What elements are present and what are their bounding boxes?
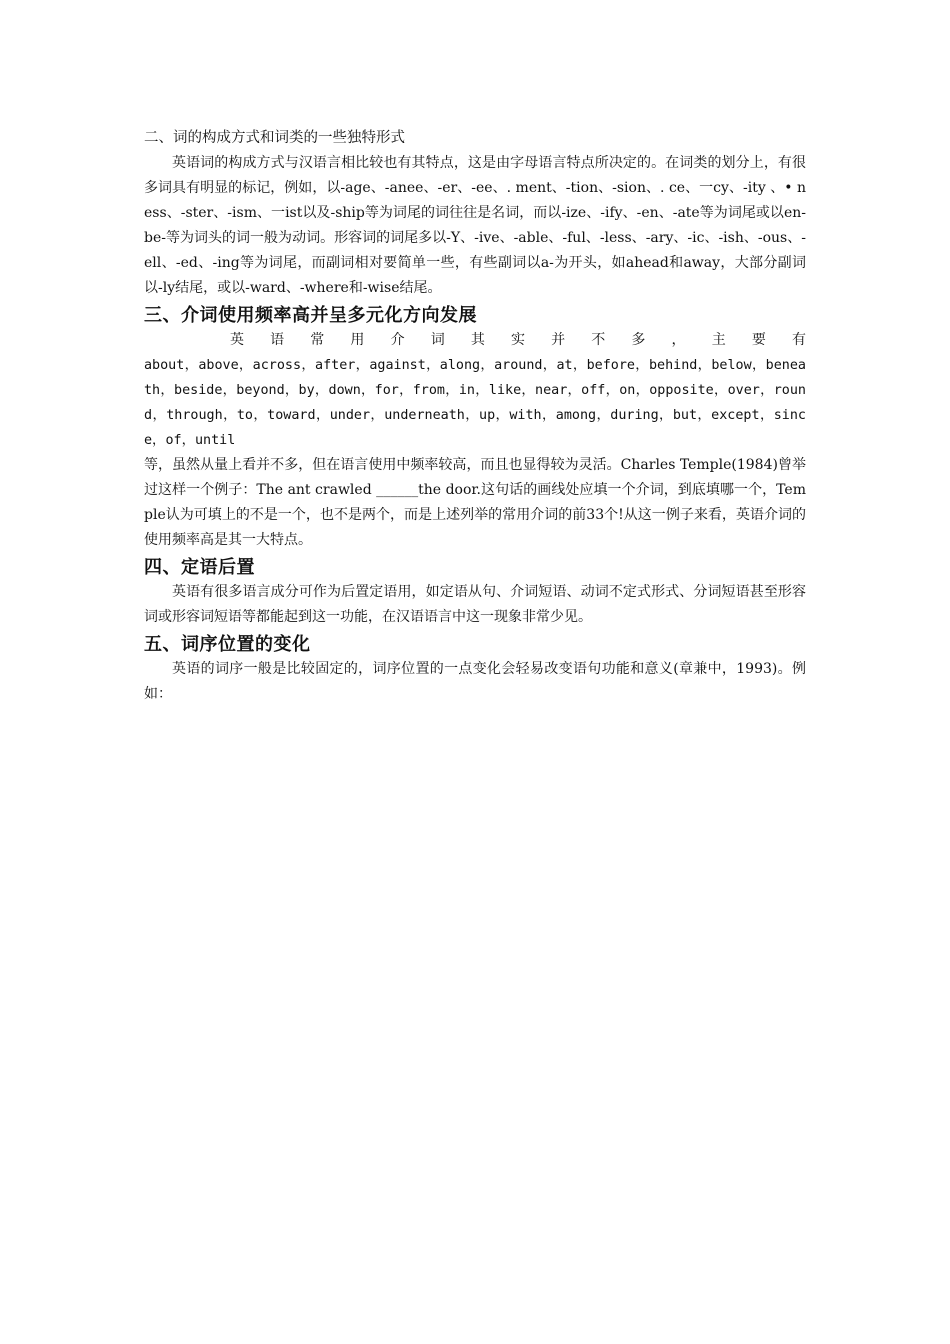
section-3-intro-line [144,328,806,353]
intro-char: 不 [591,332,606,348]
intro-char: 用 [350,332,365,348]
preposition-list: about，above，across，after，against，along，around，at，before，behind，below，beneath，beside，beyond，by，down，for，from，in，like，near，off，on，opposite，over，round，through，to，toward，under，underneath，up，with，among，during，but，except，since，of，until [144,358,806,448]
intro-char: 其 [470,332,485,348]
intro-char: 介 [390,332,405,348]
intro-char: 实 [510,332,525,348]
section-3-paragraph: 等，虽然从量上看并不多，但在语言使用中频率较高，而且也显得较为灵活。Charles Temple(1984)曾举过这样一个例子：The ant crawled ______the door.这句话的画线处应填一个介词，到底填哪一个，Temple认为可填上的不是一个，也不是两个，而是上述列举的常用介词的前33个!从这一例子来看，英语介词的使用频率高是其一大特点。 [144,457,806,548]
intro-char: 要 [751,332,766,348]
intro-char: 主 [711,332,726,348]
section-4-title: 四、定语后置 [144,557,255,578]
section-5-title: 五、词序位置的变化 [144,634,311,655]
section-2-paragraph: 英语词的构成方式与汉语言相比较也有其特点，这是由字母语言特点所决定的。在词类的划分上，有很多词具有明显的标记，例如，以-age、-anee、-er、-ee、. ment、-tion、-sion、. ce、一cy、-ity 、• ness、-ster、-ism、一ist以及-ship等为词尾的词往往是名词，而以-ize、-ify、-en、-ate等为词尾或以en-be-等为词头的词一般为动词。形容词的词尾多以-Y、-ive、-able、-ful、-less、-ary、-ic、-ish、-ous、-ell、-ed、-ing等为词尾，而副词相对要简单一些，有些副词以a-为开头，如ahead和away，大部分副词以-ly结尾，或以-ward、-where和-wise结尾。 [144,155,806,296]
document-page [144,126,806,707]
intro-char: 英 [230,332,244,348]
intro-char: 并 [551,332,566,348]
intro-char: 语 [270,332,285,348]
section-4-paragraph: 英语有很多语言成分可作为后置定语用，如定语从句、介词短语、动词不定式形式、分词短语甚至形容词或形容词短语等都能起到这一功能，在汉语语言中这一现象非常少见。 [144,584,806,625]
intro-char: 词 [430,332,445,348]
section-3-title: 三、介词使用频率高并呈多元化方向发展 [144,305,477,326]
section-2-title: 二、词的构成方式和词类的一些独特形式 [144,130,405,146]
intro-char: 有 [791,332,806,348]
intro-char: 常 [310,332,325,348]
intro-char: 多 [631,332,646,348]
intro-char: ， [671,332,686,348]
section-5-paragraph: 英语的词序一般是比较固定的，词序位置的一点变化会轻易改变语句功能和意义(章兼中，1993)。例如： [144,661,806,702]
